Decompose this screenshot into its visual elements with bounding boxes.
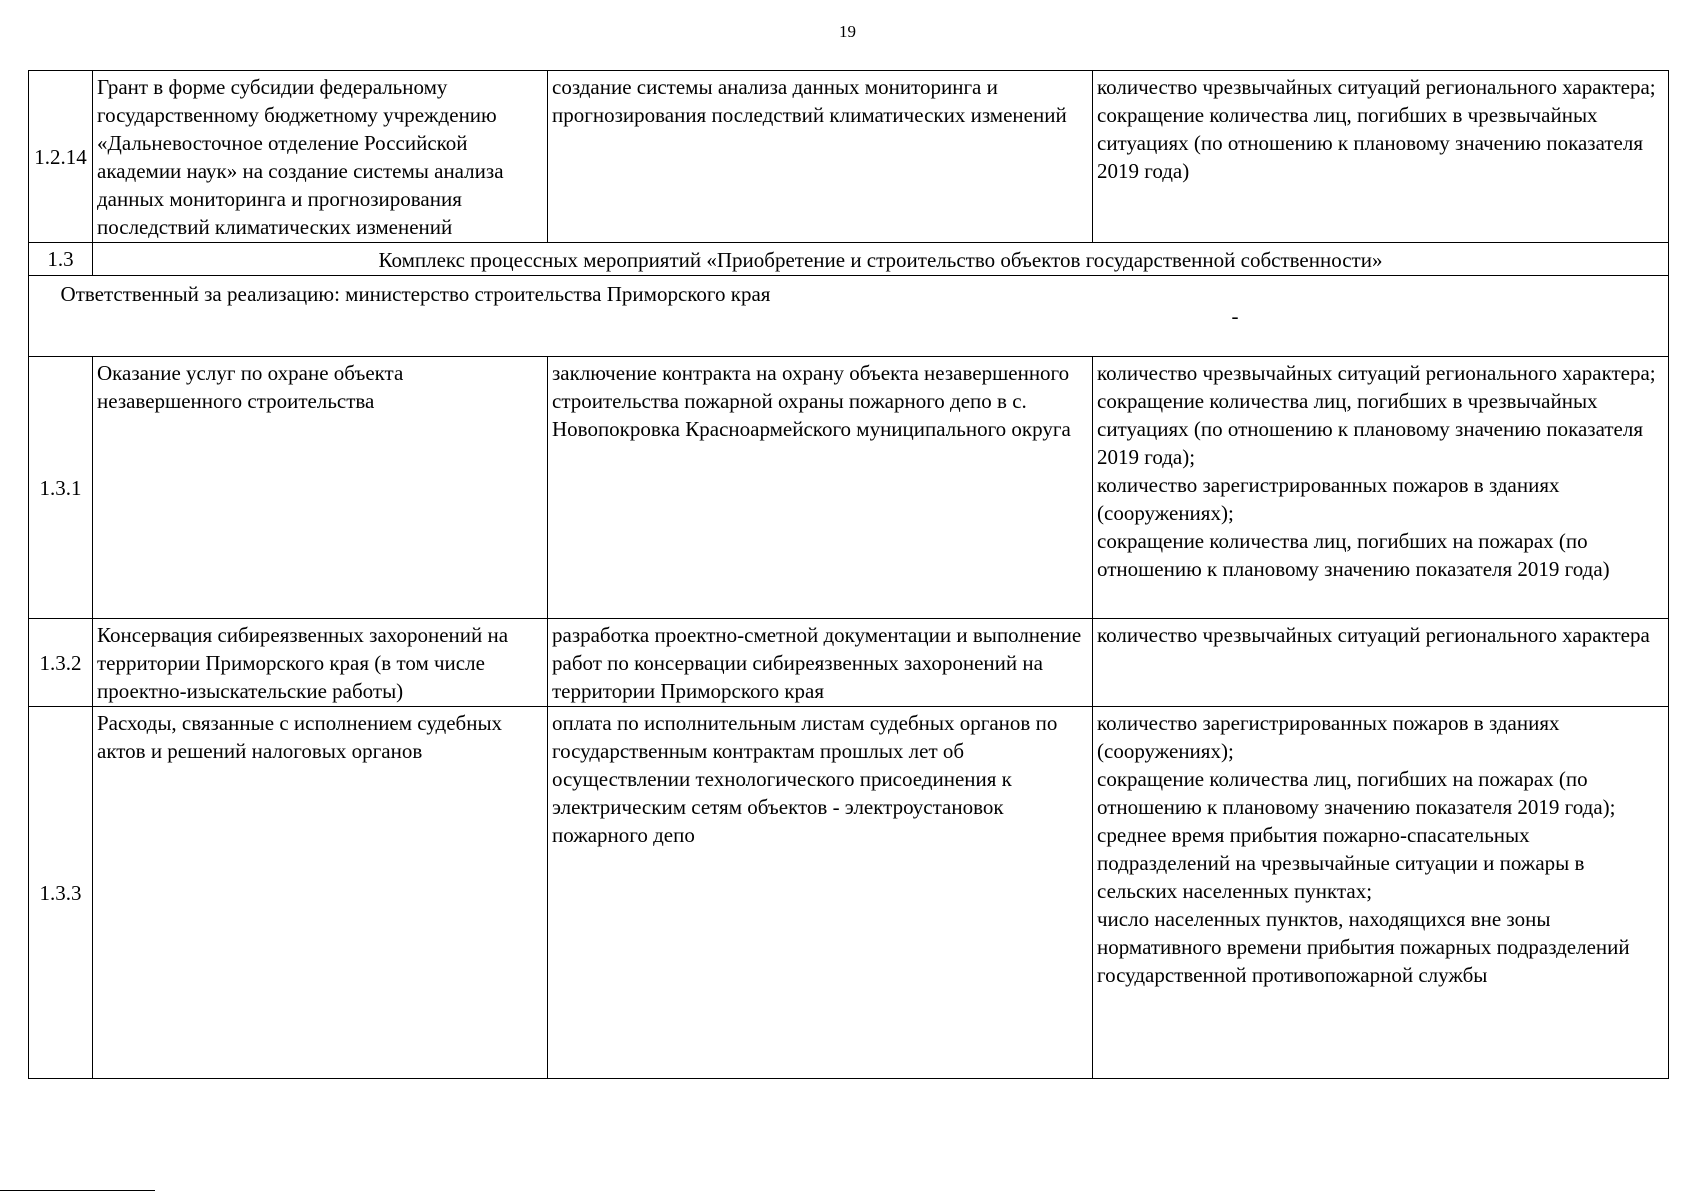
indicator-item: количество чрезвычайных ситуаций регионального характера — [1097, 623, 1650, 647]
footnote-divider — [0, 1190, 155, 1191]
row-number: 1.3.3 — [29, 707, 93, 1079]
table-row-1-3-3 — [29, 707, 1669, 1079]
measure-name: Консервация сибиреязвенных захоронений на территории Приморского края (в том числе проектно-изыскательские работы) — [93, 619, 548, 707]
indicator-item: количество зарегистрированных пожаров в зданиях (сооружениях); — [1097, 473, 1560, 525]
measure-name: Оказание услуг по охране объекта незавершенного строительства — [93, 357, 548, 619]
measures-table — [28, 70, 1669, 1079]
indicator-item: количество чрезвычайных ситуаций регионального характера; — [1097, 361, 1656, 385]
responsible-subtable — [29, 276, 1668, 356]
measure-name: Расходы, связанные с исполнением судебных актов и решений налоговых органов — [93, 707, 548, 1079]
indicator-item: среднее время прибытия пожарно-спасательных подразделений на чрезвычайные ситуации и пожары в сельских населенных пунктах; — [1097, 823, 1585, 903]
measure-indicators — [1093, 357, 1669, 619]
measure-description: заключение контракта на охрану объекта незавершенного строительства пожарной охраны пожарного депо в с. Новопокровка Красноармейского муниципального округа — [548, 357, 1093, 619]
measure-indicators — [1093, 71, 1669, 243]
table-row-responsible — [29, 276, 1669, 357]
measure-description: оплата по исполнительным листам судебных органов по государственным контрактам прошлых лет об осуществлении технологического присоединения к электрическим сетям объектов - электроустановок пожарного депо — [548, 707, 1093, 1079]
table-row-1-3-2 — [29, 619, 1669, 707]
indicator-item: количество зарегистрированных пожаров в зданиях (сооружениях); — [1097, 711, 1560, 763]
row-number: 1.2.14 — [29, 71, 93, 243]
measure-description: разработка проектно-сметной документации и выполнение работ по консервации сибиреязвенных захоронений на территории Приморского края — [548, 619, 1093, 707]
row-number: 1.3.1 — [29, 357, 93, 619]
indicator-item: сокращение количества лиц, погибших на пожарах (по отношению к плановому значению показателя 2019 года); — [1097, 767, 1616, 819]
indicator-item: сокращение количества лиц, погибших на пожарах (по отношению к плановому значению показателя 2019 года) — [1097, 529, 1610, 581]
responsible-value: - — [1231, 304, 1239, 328]
measure-name: Грант в форме субсидии федеральному государственному бюджетному учреждению «Дальневосточное отделение Российской академии наук» на создание системы анализа данных мониторинга и прогнозирования последствий климатических изменений — [93, 71, 548, 243]
table-row-1-3-1 — [29, 357, 1669, 619]
measure-description: создание системы анализа данных мониторинга и прогнозирования последствий климатических изменений — [548, 71, 1093, 243]
responsible-cell — [29, 276, 1669, 357]
indicator-item: число населенных пунктов, находящихся вне зоны нормативного времени прибытия пожарных подразделений государственной противопожарной службы — [1097, 907, 1630, 987]
measure-indicators — [1093, 707, 1669, 1079]
indicator-item: сокращение количества лиц, погибших в чрезвычайных ситуациях (по отношению к плановому значению показателя 2019 года) — [1097, 103, 1644, 183]
section-title: Комплекс процессных мероприятий «Приобретение и строительство объектов государственной собственности» — [93, 243, 1669, 276]
measures-table-container — [28, 70, 1668, 1079]
indicator-item: сокращение количества лиц, погибших в чрезвычайных ситуациях (по отношению к плановому значению показателя 2019 года); — [1097, 389, 1644, 469]
page-number: 19 — [839, 22, 856, 41]
row-number: 1.3.2 — [29, 619, 93, 707]
measure-indicators — [1093, 619, 1669, 707]
responsible-label: Ответственный за реализацию: министерство строительства Приморского края — [60, 282, 771, 306]
table-row-1-3 — [29, 243, 1669, 276]
indicator-item: количество чрезвычайных ситуаций регионального характера; — [1097, 75, 1656, 99]
table-row-1-2-14 — [29, 71, 1669, 243]
row-number: 1.3 — [29, 243, 93, 276]
